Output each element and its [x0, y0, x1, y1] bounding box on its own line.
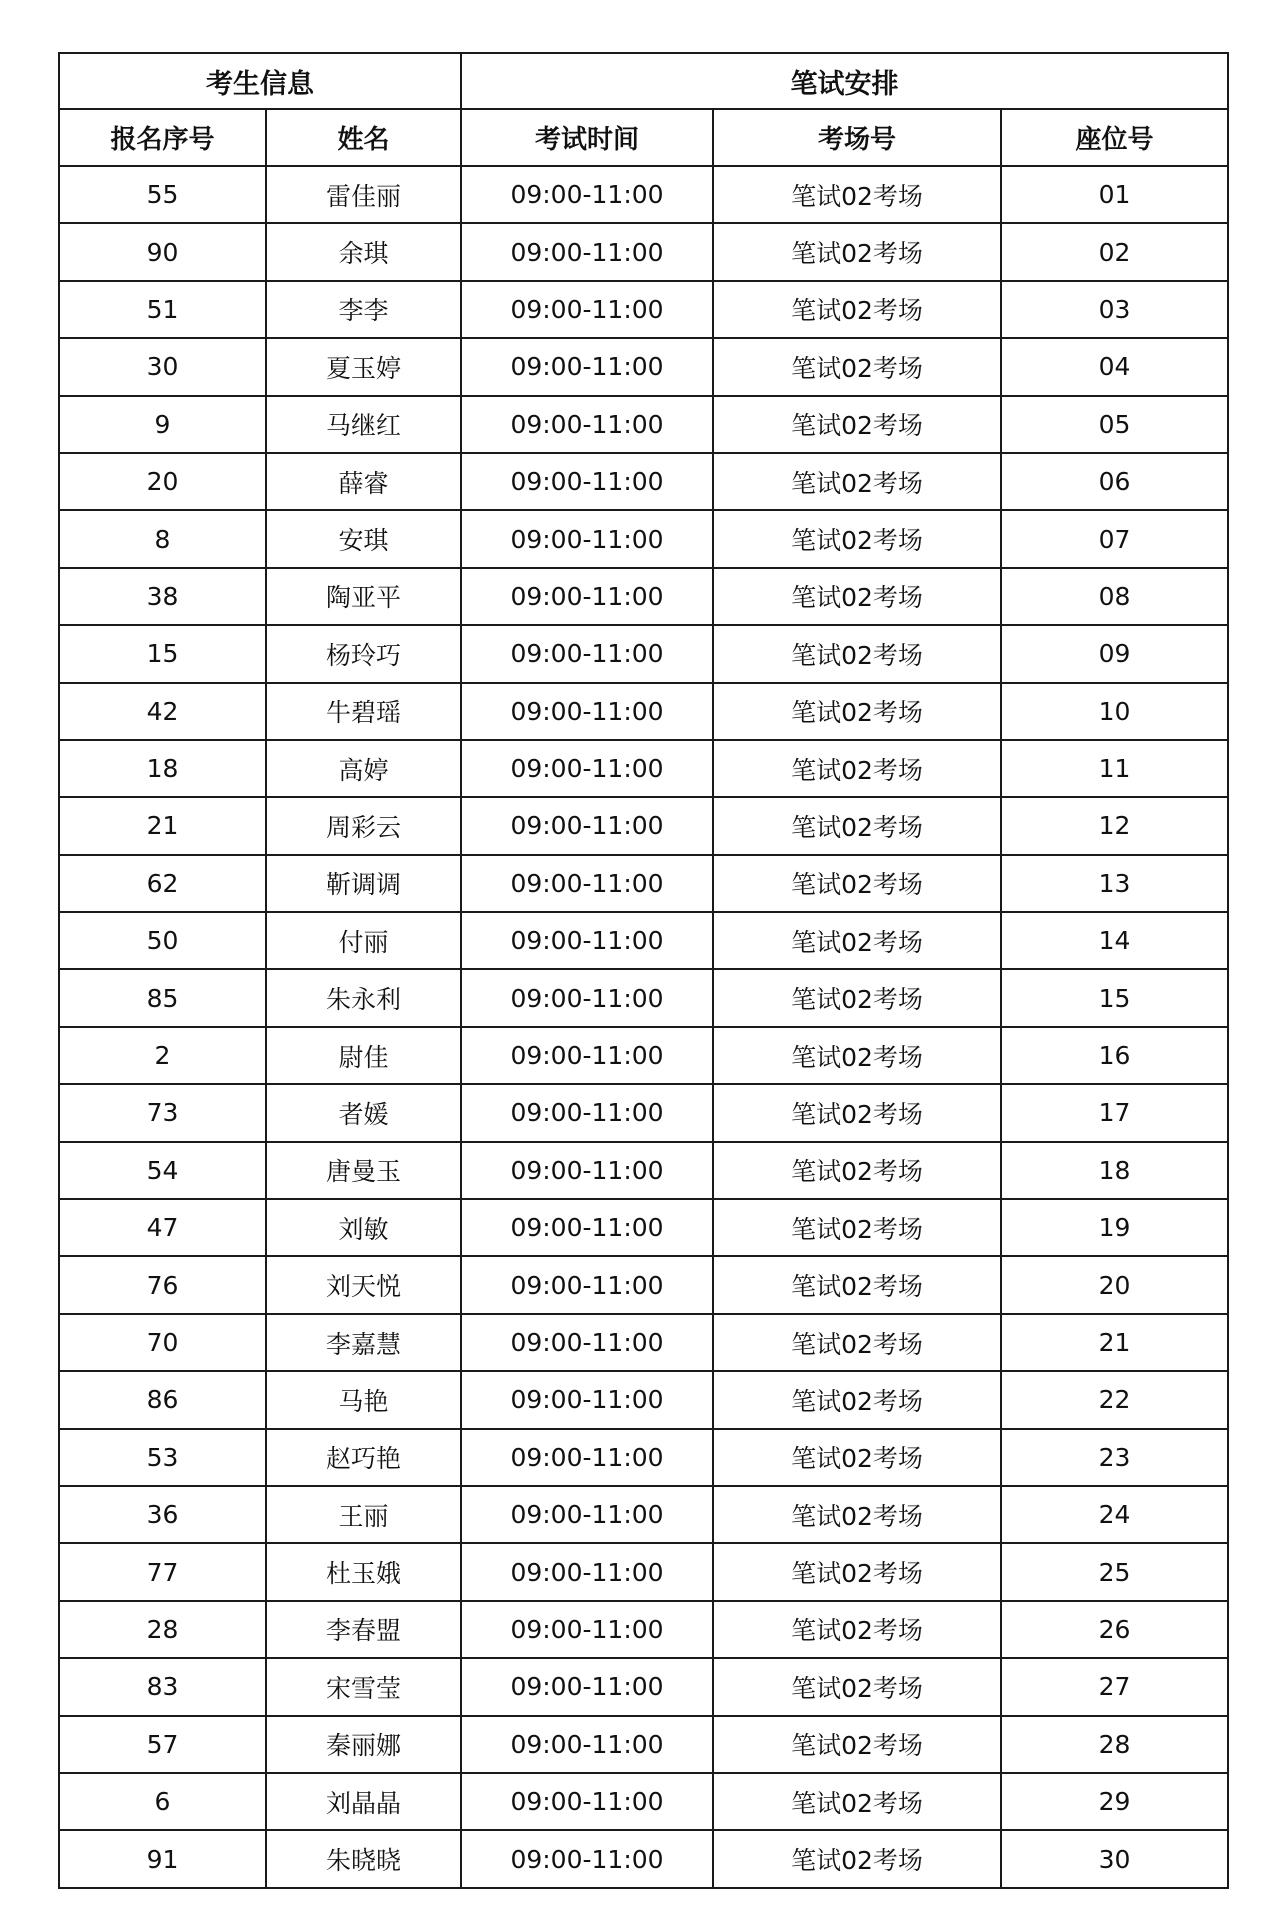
- cell-name: 秦丽娜: [266, 1716, 461, 1773]
- cell-reg-no: 90: [59, 223, 266, 280]
- table-row: [59, 1830, 1228, 1887]
- cell-name: 付丽: [266, 912, 461, 969]
- cell-exam-time: 09:00-11:00: [461, 1142, 713, 1199]
- cell-reg-no: 83: [59, 1658, 266, 1715]
- cell-room: 笔试02考场: [713, 166, 1001, 223]
- col-header-name: 姓名: [266, 109, 461, 166]
- group-header-row: [59, 53, 1228, 109]
- cell-name: 刘晶晶: [266, 1773, 461, 1830]
- cell-name: 薛睿: [266, 453, 461, 510]
- cell-exam-time: 09:00-11:00: [461, 1543, 713, 1600]
- cell-reg-no: 2: [59, 1027, 266, 1084]
- cell-seat: 30: [1001, 1830, 1228, 1887]
- cell-reg-no: 21: [59, 797, 266, 854]
- cell-reg-no: 30: [59, 338, 266, 395]
- cell-exam-time: 09:00-11:00: [461, 1199, 713, 1256]
- cell-exam-time: 09:00-11:00: [461, 1314, 713, 1371]
- cell-name: 李嘉慧: [266, 1314, 461, 1371]
- cell-seat: 06: [1001, 453, 1228, 510]
- cell-name: 杜玉娥: [266, 1543, 461, 1600]
- cell-exam-time: 09:00-11:00: [461, 223, 713, 280]
- table-row: [59, 1773, 1228, 1830]
- table-row: [59, 568, 1228, 625]
- cell-name: 朱永利: [266, 969, 461, 1026]
- cell-room: 笔试02考场: [713, 1027, 1001, 1084]
- cell-room: 笔试02考场: [713, 1199, 1001, 1256]
- cell-room: 笔试02考场: [713, 625, 1001, 682]
- cell-exam-time: 09:00-11:00: [461, 1601, 713, 1658]
- table-row: [59, 1658, 1228, 1715]
- cell-reg-no: 28: [59, 1601, 266, 1658]
- col-header-exam-time: 考试时间: [461, 109, 713, 166]
- cell-room: 笔试02考场: [713, 1314, 1001, 1371]
- cell-seat: 29: [1001, 1773, 1228, 1830]
- cell-room: 笔试02考场: [713, 510, 1001, 567]
- cell-room: 笔试02考场: [713, 1601, 1001, 1658]
- cell-room: 笔试02考场: [713, 1716, 1001, 1773]
- exam-seating-sheet: [58, 52, 1227, 1889]
- cell-reg-no: 57: [59, 1716, 266, 1773]
- cell-room: 笔试02考场: [713, 568, 1001, 625]
- cell-seat: 24: [1001, 1486, 1228, 1543]
- cell-room: 笔试02考场: [713, 453, 1001, 510]
- cell-seat: 23: [1001, 1429, 1228, 1486]
- cell-room: 笔试02考场: [713, 855, 1001, 912]
- cell-name: 赵巧艳: [266, 1429, 461, 1486]
- cell-exam-time: 09:00-11:00: [461, 1486, 713, 1543]
- cell-reg-no: 38: [59, 568, 266, 625]
- cell-exam-time: 09:00-11:00: [461, 1371, 713, 1428]
- cell-reg-no: 54: [59, 1142, 266, 1199]
- cell-exam-time: 09:00-11:00: [461, 797, 713, 854]
- cell-name: 陶亚平: [266, 568, 461, 625]
- cell-exam-time: 09:00-11:00: [461, 1716, 713, 1773]
- cell-room: 笔试02考场: [713, 969, 1001, 1026]
- cell-seat: 22: [1001, 1371, 1228, 1428]
- cell-seat: 28: [1001, 1716, 1228, 1773]
- cell-room: 笔试02考场: [713, 1084, 1001, 1141]
- table-row: [59, 166, 1228, 223]
- cell-exam-time: 09:00-11:00: [461, 281, 713, 338]
- cell-seat: 15: [1001, 969, 1228, 1026]
- cell-name: 王丽: [266, 1486, 461, 1543]
- cell-name: 高婷: [266, 740, 461, 797]
- cell-exam-time: 09:00-11:00: [461, 510, 713, 567]
- cell-room: 笔试02考场: [713, 912, 1001, 969]
- cell-seat: 08: [1001, 568, 1228, 625]
- table-row: [59, 1429, 1228, 1486]
- cell-reg-no: 50: [59, 912, 266, 969]
- cell-name: 靳调调: [266, 855, 461, 912]
- table-row: [59, 1199, 1228, 1256]
- table-row: [59, 510, 1228, 567]
- group-exam-arrangement: 笔试安排: [461, 53, 1228, 109]
- cell-reg-no: 91: [59, 1830, 266, 1887]
- table-row: [59, 1543, 1228, 1600]
- cell-exam-time: 09:00-11:00: [461, 1773, 713, 1830]
- cell-exam-time: 09:00-11:00: [461, 396, 713, 453]
- cell-reg-no: 6: [59, 1773, 266, 1830]
- cell-room: 笔试02考场: [713, 1142, 1001, 1199]
- cell-seat: 07: [1001, 510, 1228, 567]
- cell-name: 马艳: [266, 1371, 461, 1428]
- col-header-reg-no: 报名序号: [59, 109, 266, 166]
- cell-room: 笔试02考场: [713, 1543, 1001, 1600]
- cell-exam-time: 09:00-11:00: [461, 453, 713, 510]
- table-row: [59, 740, 1228, 797]
- table-row: [59, 969, 1228, 1026]
- cell-seat: 14: [1001, 912, 1228, 969]
- cell-seat: 21: [1001, 1314, 1228, 1371]
- cell-exam-time: 09:00-11:00: [461, 1084, 713, 1141]
- cell-reg-no: 73: [59, 1084, 266, 1141]
- cell-exam-time: 09:00-11:00: [461, 855, 713, 912]
- cell-seat: 27: [1001, 1658, 1228, 1715]
- cell-room: 笔试02考场: [713, 1371, 1001, 1428]
- cell-exam-time: 09:00-11:00: [461, 568, 713, 625]
- cell-room: 笔试02考场: [713, 1486, 1001, 1543]
- cell-exam-time: 09:00-11:00: [461, 912, 713, 969]
- cell-name: 李李: [266, 281, 461, 338]
- cell-name: 杨玲巧: [266, 625, 461, 682]
- cell-seat: 13: [1001, 855, 1228, 912]
- cell-room: 笔试02考场: [713, 338, 1001, 395]
- cell-room: 笔试02考场: [713, 740, 1001, 797]
- cell-seat: 02: [1001, 223, 1228, 280]
- cell-seat: 20: [1001, 1256, 1228, 1313]
- cell-reg-no: 36: [59, 1486, 266, 1543]
- cell-seat: 16: [1001, 1027, 1228, 1084]
- cell-reg-no: 8: [59, 510, 266, 567]
- table-row: [59, 1371, 1228, 1428]
- table-row: [59, 281, 1228, 338]
- table-row: [59, 1142, 1228, 1199]
- cell-name: 周彩云: [266, 797, 461, 854]
- cell-name: 朱晓晓: [266, 1830, 461, 1887]
- cell-name: 刘敏: [266, 1199, 461, 1256]
- cell-seat: 12: [1001, 797, 1228, 854]
- cell-reg-no: 85: [59, 969, 266, 1026]
- cell-reg-no: 42: [59, 683, 266, 740]
- table-row: [59, 1027, 1228, 1084]
- cell-seat: 18: [1001, 1142, 1228, 1199]
- cell-name: 刘天悦: [266, 1256, 461, 1313]
- cell-reg-no: 20: [59, 453, 266, 510]
- cell-room: 笔试02考场: [713, 797, 1001, 854]
- table-row: [59, 625, 1228, 682]
- cell-room: 笔试02考场: [713, 1830, 1001, 1887]
- cell-exam-time: 09:00-11:00: [461, 1027, 713, 1084]
- seating-table: [58, 52, 1229, 1889]
- table-row: [59, 1486, 1228, 1543]
- cell-seat: 01: [1001, 166, 1228, 223]
- cell-seat: 05: [1001, 396, 1228, 453]
- cell-name: 牛碧瑶: [266, 683, 461, 740]
- table-row: [59, 1084, 1228, 1141]
- cell-exam-time: 09:00-11:00: [461, 166, 713, 223]
- cell-seat: 03: [1001, 281, 1228, 338]
- cell-seat: 17: [1001, 1084, 1228, 1141]
- cell-room: 笔试02考场: [713, 683, 1001, 740]
- cell-seat: 19: [1001, 1199, 1228, 1256]
- cell-name: 安琪: [266, 510, 461, 567]
- table-body: [59, 166, 1228, 1888]
- cell-reg-no: 77: [59, 1543, 266, 1600]
- cell-room: 笔试02考场: [713, 223, 1001, 280]
- table-row: [59, 797, 1228, 854]
- cell-seat: 09: [1001, 625, 1228, 682]
- table-row: [59, 912, 1228, 969]
- cell-exam-time: 09:00-11:00: [461, 1658, 713, 1715]
- cell-exam-time: 09:00-11:00: [461, 1830, 713, 1887]
- cell-name: 唐曼玉: [266, 1142, 461, 1199]
- table-row: [59, 453, 1228, 510]
- table-row: [59, 683, 1228, 740]
- table-row: [59, 1256, 1228, 1313]
- cell-room: 笔试02考场: [713, 1429, 1001, 1486]
- table-row: [59, 396, 1228, 453]
- cell-reg-no: 53: [59, 1429, 266, 1486]
- cell-exam-time: 09:00-11:00: [461, 1429, 713, 1486]
- cell-reg-no: 62: [59, 855, 266, 912]
- cell-seat: 25: [1001, 1543, 1228, 1600]
- cell-reg-no: 70: [59, 1314, 266, 1371]
- cell-room: 笔试02考场: [713, 281, 1001, 338]
- cell-reg-no: 55: [59, 166, 266, 223]
- cell-name: 者媛: [266, 1084, 461, 1141]
- cell-reg-no: 18: [59, 740, 266, 797]
- table-row: [59, 1601, 1228, 1658]
- cell-exam-time: 09:00-11:00: [461, 683, 713, 740]
- cell-name: 余琪: [266, 223, 461, 280]
- col-header-seat: 座位号: [1001, 109, 1228, 166]
- cell-seat: 11: [1001, 740, 1228, 797]
- cell-seat: 10: [1001, 683, 1228, 740]
- cell-name: 宋雪莹: [266, 1658, 461, 1715]
- table-row: [59, 1314, 1228, 1371]
- cell-exam-time: 09:00-11:00: [461, 1256, 713, 1313]
- cell-exam-time: 09:00-11:00: [461, 969, 713, 1026]
- cell-exam-time: 09:00-11:00: [461, 625, 713, 682]
- cell-room: 笔试02考场: [713, 396, 1001, 453]
- cell-reg-no: 47: [59, 1199, 266, 1256]
- column-header-row: [59, 109, 1228, 166]
- cell-seat: 26: [1001, 1601, 1228, 1658]
- cell-name: 夏玉婷: [266, 338, 461, 395]
- cell-exam-time: 09:00-11:00: [461, 740, 713, 797]
- cell-room: 笔试02考场: [713, 1773, 1001, 1830]
- table-row: [59, 223, 1228, 280]
- cell-name: 马继红: [266, 396, 461, 453]
- cell-name: 尉佳: [266, 1027, 461, 1084]
- cell-seat: 04: [1001, 338, 1228, 395]
- cell-name: 雷佳丽: [266, 166, 461, 223]
- table-row: [59, 1716, 1228, 1773]
- cell-reg-no: 9: [59, 396, 266, 453]
- cell-room: 笔试02考场: [713, 1658, 1001, 1715]
- col-header-room: 考场号: [713, 109, 1001, 166]
- table-row: [59, 855, 1228, 912]
- cell-exam-time: 09:00-11:00: [461, 338, 713, 395]
- cell-reg-no: 86: [59, 1371, 266, 1428]
- cell-room: 笔试02考场: [713, 1256, 1001, 1313]
- table-row: [59, 338, 1228, 395]
- cell-reg-no: 76: [59, 1256, 266, 1313]
- cell-name: 李春盟: [266, 1601, 461, 1658]
- group-candidate-info: 考生信息: [59, 53, 461, 109]
- cell-reg-no: 15: [59, 625, 266, 682]
- cell-reg-no: 51: [59, 281, 266, 338]
